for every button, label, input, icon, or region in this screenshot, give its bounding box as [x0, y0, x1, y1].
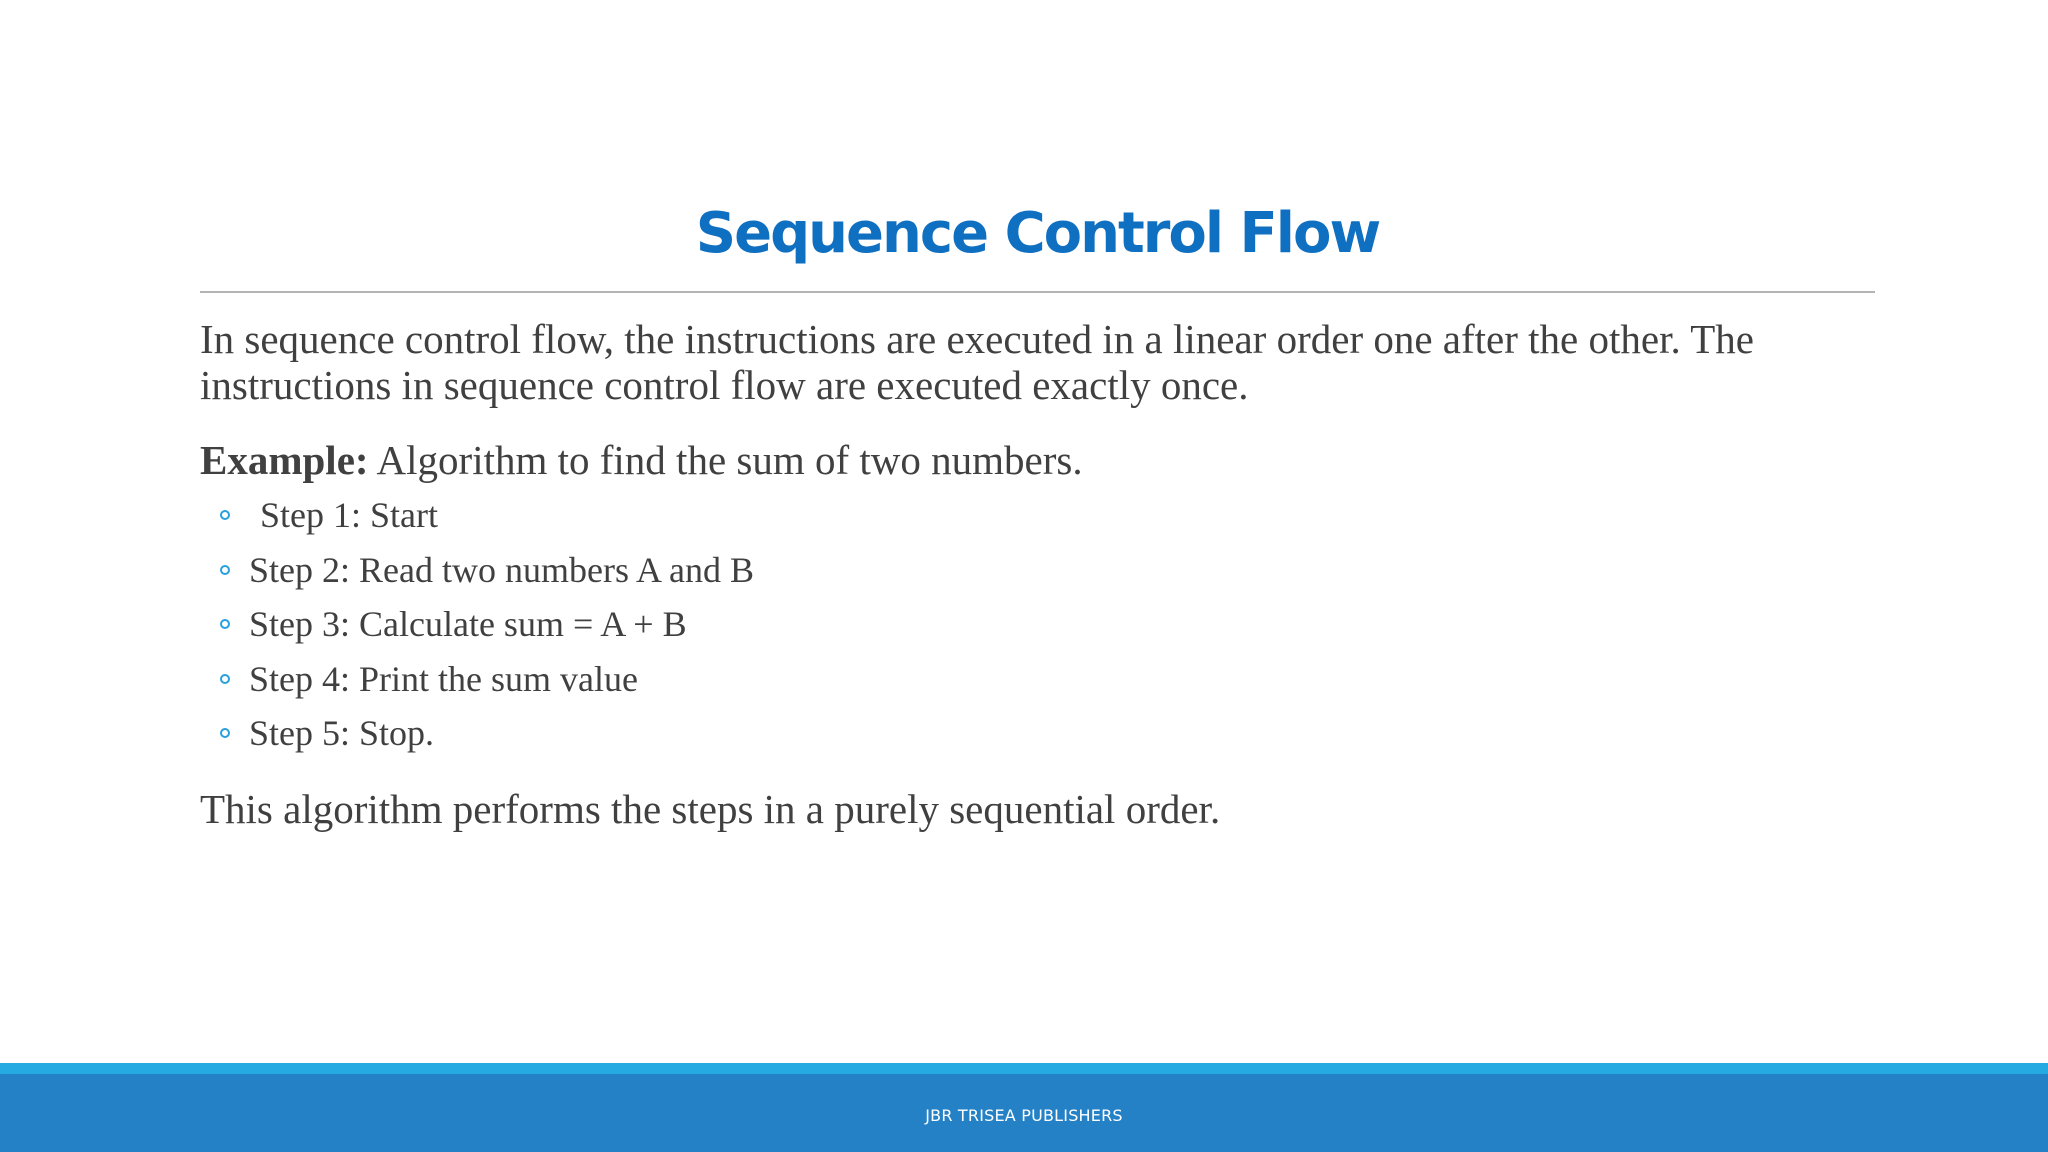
example-label: Example:: [200, 437, 369, 483]
list-item: [216, 543, 754, 598]
circle-bullet-icon: [220, 565, 230, 575]
step-text: Step 4: Print the sum value: [249, 658, 638, 699]
step-text: Step 1: Start: [260, 495, 438, 536]
circle-bullet-icon: [220, 619, 230, 629]
example-line: [200, 437, 1880, 483]
intro-paragraph: In sequence control flow, the instructions are executed in a linear order one after the other. The instructions in sequence control flow are executed exactly once.: [200, 316, 1754, 408]
footer-accent-stripe: [0, 1063, 2048, 1074]
list-item: [216, 652, 754, 707]
list-item: [216, 597, 754, 652]
circle-bullet-icon: [220, 728, 230, 738]
footer-publisher-text: JBR TRISEA PUBLISHERS: [925, 1106, 1123, 1125]
step-text: Step 3: Calculate sum = A + B: [249, 604, 687, 645]
list-item: [216, 488, 754, 543]
title-divider: [200, 291, 1875, 293]
list-item: [216, 706, 754, 761]
step-text: Step 5: Stop.: [249, 713, 435, 754]
circle-bullet-icon: [220, 510, 230, 520]
example-text: Algorithm to find the sum of two numbers.: [368, 437, 1083, 483]
steps-list: [216, 488, 754, 761]
circle-bullet-icon: [220, 674, 230, 684]
step-text: Step 2: Read two numbers A and B: [249, 549, 754, 590]
closing-paragraph: This algorithm performs the steps in a purely sequential order.: [200, 786, 1221, 832]
slide-title: Sequence Control Flow: [695, 201, 1380, 266]
